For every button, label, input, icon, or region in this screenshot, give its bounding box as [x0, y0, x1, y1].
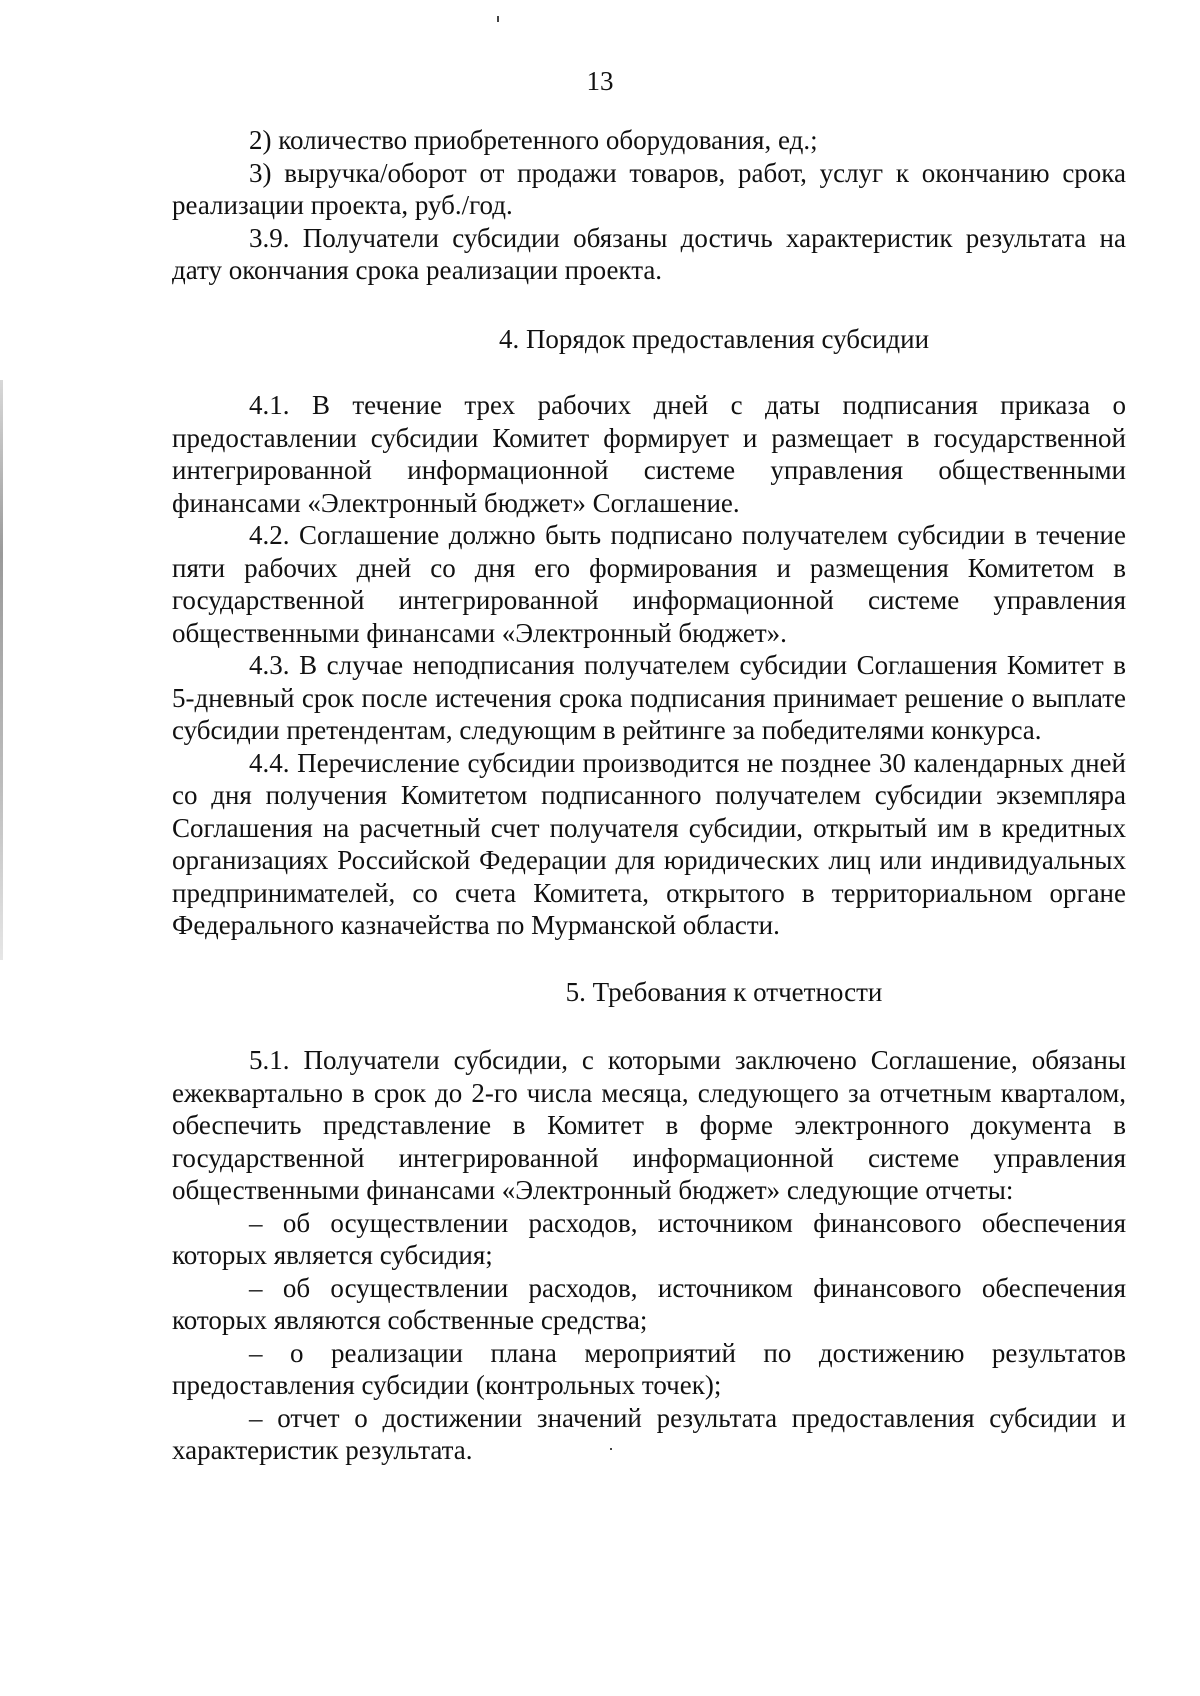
page-number: 13	[586, 66, 614, 96]
paragraph-5-1: 5.1. Получатели субсидии, с которыми заключено Соглашение, обязаны ежеквартально в срок до 2-го числа месяца, следующего за отчетным кварталом, обеспечить представление в Комитет в форме электронного документа в государственной интегрированной информационной системе управления общественными финансами «Электронный бюджет» следующие отчеты:	[172, 1045, 1126, 1205]
report-item-plan-implementation: – о реализации плана мероприятий по достижению результатов предоставления субсидии (контрольных точек);	[172, 1337, 1126, 1400]
scan-speck	[497, 16, 499, 22]
document-body	[172, 124, 1126, 1467]
paragraph-item-3: 3) выручка/оборот от продажи товаров, работ, услуг к окончанию срока реализации проекта, руб./год.	[172, 157, 1126, 220]
report-item-own-funds-expenses: – об осуществлении расходов, источником финансового обеспечения которых являются собственные средства;	[172, 1272, 1126, 1335]
report-item-result-achievement: – отчет о достижении значений результата предоставления субсидии и характеристик результата.	[172, 1402, 1126, 1465]
paragraph-4-2: 4.2. Соглашение должно быть подписано получателем субсидии в течение пяти рабочих дней со дня его формирования и размещения Комитетом в государственной интегрированной информационной системе управления общественными финансами «Электронный бюджет».	[172, 520, 1126, 648]
paragraph-3-9: 3.9. Получатели субсидии обязаны достичь характеристик результата на дату окончания срока реализации проекта.	[172, 222, 1126, 285]
report-item-subsidy-expenses: – об осуществлении расходов, источником финансового обеспечения которых является субсидия;	[172, 1207, 1126, 1270]
paragraph-4-1: 4.1. В течение трех рабочих дней с даты подписания приказа о предоставлении субсидии Комитет формирует и размещает в государственной интегрированной информационной системе управления общественными финансами «Электронный бюджет» Соглашение.	[172, 390, 1126, 518]
paragraph-item-2: 2) количество приобретенного оборудования, ед.;	[249, 125, 818, 155]
paragraph-4-3: 4.3. В случае неподписания получателем субсидии Соглашения Комитет в 5-дневный срок после истечения срока подписания принимает решение о выплате субсидии претендентам, следующим в рейтинге за победителями конкурса.	[172, 650, 1126, 745]
section-4-heading: 4. Порядок предоставления субсидии	[498, 323, 930, 354]
scan-edge-shadow	[0, 380, 3, 960]
section-5-heading: 5. Требования к отчетности	[565, 976, 883, 1007]
paragraph-4-4: 4.4. Перечисление субсидии производится не позднее 30 календарных дней со дня получения Комитетом подписанного получателем субсидии экземпляра Соглашения на расчетный счет получателя субсидии, открытый им в кредитных организациях Российской Федерации для юридических лиц или индивидуальных предпринимателей, со счета Комитета, открытого в территориальном органе Федерального казначейства по Мурманской области.	[172, 747, 1126, 940]
